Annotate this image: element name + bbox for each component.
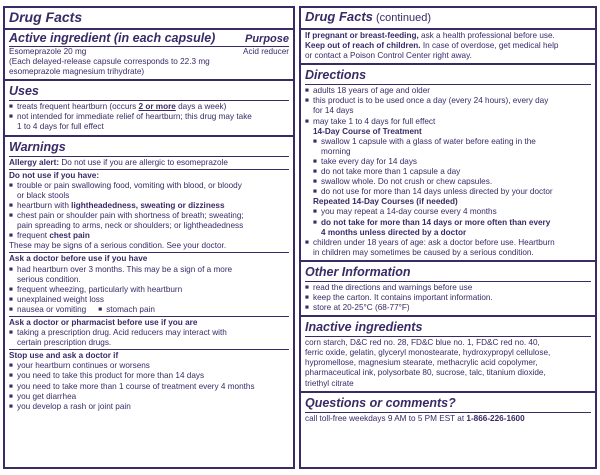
title-text: Drug Facts: [305, 9, 373, 24]
active-note-line: esomeprazole magnesium trihydrate): [9, 67, 145, 77]
directions-heading: Directions: [305, 68, 367, 83]
text: or black stools: [17, 190, 70, 200]
text: for 14 days: [313, 106, 354, 116]
emphasis: 2 or more: [138, 102, 176, 112]
course-list: [313, 137, 591, 198]
purpose-heading: Purpose: [244, 33, 289, 45]
list-item: ■ may take 1 to 4 days for full effect: [305, 117, 591, 127]
list-item: [9, 102, 289, 112]
list-item: [9, 328, 289, 348]
text: heartburn with: [17, 200, 72, 210]
text: call toll-free weekdays 9 AM to 5 PM EST at: [305, 413, 467, 423]
list-item: ■ your heartburn continues or worsens: [9, 361, 289, 371]
active-ingredient-heading: Active ingredient (in each capsule): [9, 31, 216, 45]
panel-title: Drug Facts: [9, 9, 83, 25]
text: 1 to 4 days for full effect: [17, 122, 104, 132]
list-item: [313, 137, 591, 157]
uses-heading: Uses: [9, 84, 39, 99]
title-section: [5, 8, 293, 30]
allergy-label: Allergy alert:: [9, 157, 60, 167]
uses-list: [9, 102, 289, 132]
other-info-heading: Other Information: [305, 264, 411, 279]
keep-away-warning: [305, 41, 591, 61]
text: treats frequent heartburn (occurs: [17, 102, 139, 112]
directions-header: [305, 66, 591, 85]
course-heading: 14-Day Course of Treatment: [313, 126, 422, 136]
list-item: ■ nausea or vomiting: [9, 305, 86, 315]
active-line: [9, 47, 289, 57]
ask-pharmacist-heading: Ask a doctor or pharmacist before use if you are: [9, 317, 198, 327]
ask-doctor-block: [9, 252, 289, 315]
list-item: [9, 265, 289, 285]
list-item: [305, 96, 591, 116]
directions-section: [301, 65, 595, 262]
pregnancy-warning: [305, 31, 591, 41]
stop-use-list: [9, 361, 289, 411]
list-item: [9, 112, 289, 132]
phone-number: 1-866-226-1600: [466, 413, 525, 423]
other-info-section: [301, 262, 595, 317]
active-ingredient-section: [5, 30, 293, 81]
panel-title: [305, 9, 591, 26]
drug-facts-panel-left: [3, 6, 295, 469]
text: in children may sometimes be caused by a serious condition.: [313, 247, 534, 257]
text: 4 months unless directed by a doctor: [321, 227, 467, 237]
text: not intended for immediate relief of heartburn; this drug may take: [17, 112, 252, 122]
other-info-list: [305, 283, 591, 313]
pregnancy-label: If pregnant or breast-feeding,: [305, 31, 419, 40]
list-item: ■ do not use for more than 14 days unless directed by your doctor: [313, 187, 591, 197]
list-item: ■ you may repeat a 14-day course every 4 months: [313, 207, 591, 217]
uses-section: [5, 81, 293, 136]
pregnancy-section: [301, 30, 595, 65]
active-note-line: (Each delayed-release capsule corresponds to 22.3 mg: [9, 57, 210, 67]
active-purpose: Acid reducer: [243, 47, 289, 56]
list-item: ■ store at 20-25°C (68-77°F): [305, 303, 591, 313]
emphasis: lightheadedness, sweating or dizziness: [71, 200, 225, 210]
directions-list-children: [305, 238, 591, 258]
text: serious condition.: [17, 274, 81, 284]
text: or contact a Poison Control Center right away.: [305, 51, 472, 61]
text: Do not use if you are allergic to esomeprazole: [59, 157, 228, 167]
list-item: ■ you need to take this product for more than 14 days: [9, 371, 289, 381]
uses-header: [9, 82, 289, 101]
active-ingredient-name: Esomeprazole 20 mg: [9, 47, 87, 56]
text: pain spreading to arms, neck or shoulders; or lightheadedness: [17, 221, 244, 231]
title-continued: (continued): [372, 12, 431, 24]
list-item: ■ frequent wheezing, particularly with heartburn: [9, 285, 289, 295]
warnings-section: [5, 137, 293, 414]
text: this product is to be used once a day (every 24 hours), every day: [313, 96, 549, 106]
text: taking a prescription drug. Acid reducers may interact with: [17, 328, 227, 338]
list-item: ■ keep the carton. It contains important information.: [305, 293, 591, 303]
list-item: ■ adults 18 years of age and older: [305, 86, 591, 96]
do-not-use-list: [9, 181, 289, 242]
keep-away-label: Keep out of reach of children.: [305, 41, 421, 51]
repeat-list: [313, 207, 591, 237]
text: do not take for more than 14 days or more often than every: [321, 217, 551, 227]
questions-heading: Questions or comments?: [305, 395, 456, 410]
list-item: [9, 231, 289, 241]
questions-header: [305, 394, 591, 413]
text: ask a health professional before use.: [418, 31, 555, 40]
inline-items: [9, 305, 289, 315]
directions-list: [305, 86, 591, 126]
questions-section: [301, 393, 595, 426]
inactive-line: pharmaceutical ink, polysorbate 80, sucrose, talc, titanium dioxide,: [305, 368, 546, 378]
active-header-row: [9, 31, 289, 47]
inactive-line: triethyl citrate: [305, 378, 354, 388]
ask-pharmacist-block: [9, 316, 289, 348]
stop-use-heading: Stop use and ask a doctor if: [9, 351, 119, 361]
inactive-section: [301, 317, 595, 392]
allergy-alert: [9, 158, 289, 168]
ask-doctor-heading: Ask a doctor before use if you have: [9, 254, 148, 264]
text: had heartburn over 3 months. This may be a sign of a more: [17, 264, 233, 274]
list-item: [9, 211, 289, 231]
warnings-heading: Warnings: [9, 139, 66, 154]
inactive-line: ferric oxide, gelatin, glyceryl monostearate, hydroxypropyl cellulose,: [305, 348, 551, 358]
stop-use-block: [9, 349, 289, 412]
questions-text: [305, 414, 591, 424]
list-item: ■ take every day for 14 days: [313, 157, 591, 167]
title-section: [301, 8, 595, 30]
inactive-heading: Inactive ingredients: [305, 320, 423, 335]
warnings-header: [9, 138, 289, 157]
list-item: ■ you need to take more than 1 course of treatment every 4 months: [9, 382, 289, 392]
list-item: ■ you get diarrhea: [9, 392, 289, 402]
list-item: ■ stomach pain: [98, 305, 155, 315]
other-info-header: [305, 263, 591, 282]
text: certain prescription drugs.: [17, 338, 112, 348]
list-item: ■ do not take more than 1 capsule a day: [313, 167, 591, 177]
ask-pharmacist-list: [9, 328, 289, 348]
inactive-line: corn starch, D&C red no. 28, FD&C blue no. 1, FD&C red no. 40,: [305, 338, 540, 348]
do-not-use-block: [9, 169, 289, 252]
list-item: [313, 218, 591, 238]
text: frequent: [17, 231, 50, 241]
inactive-header: [305, 318, 591, 337]
list-item: ■ you develop a rash or joint pain: [9, 402, 289, 412]
repeat-heading: Repeated 14-Day Courses (if needed): [313, 197, 458, 207]
list-item: [9, 181, 289, 201]
text: chest pain or shoulder pain with shortness of breath; sweating;: [17, 211, 244, 221]
ask-doctor-list: [9, 265, 289, 315]
list-item: ■ read the directions and warnings before use: [305, 283, 591, 293]
inactive-line: hypromellose, magnesium stearate, methacrylic acid copolymer,: [305, 358, 538, 368]
text: swallow 1 capsule with a glass of water before eating in the: [321, 136, 536, 146]
list-item: ■ unexplained weight loss: [9, 295, 289, 305]
text: children under 18 years of age: ask a doctor before use. Heartburn: [313, 237, 555, 247]
serious-condition-note: These may be signs of a serious condition. See your doctor.: [9, 241, 227, 251]
emphasis: chest pain: [49, 231, 90, 241]
text: In case of overdose, get medical help: [420, 41, 559, 51]
drug-facts-panel-right: [299, 6, 597, 469]
text: trouble or pain swallowing food, vomiting with blood, or bloody: [17, 180, 242, 190]
do-not-use-heading: Do not use if you have:: [9, 170, 100, 180]
text: morning: [321, 146, 351, 156]
list-item: ■ swallow whole. Do not crush or chew capsules.: [313, 177, 591, 187]
text: days a week): [175, 102, 227, 112]
list-item: [9, 201, 289, 211]
list-item: [305, 238, 591, 258]
